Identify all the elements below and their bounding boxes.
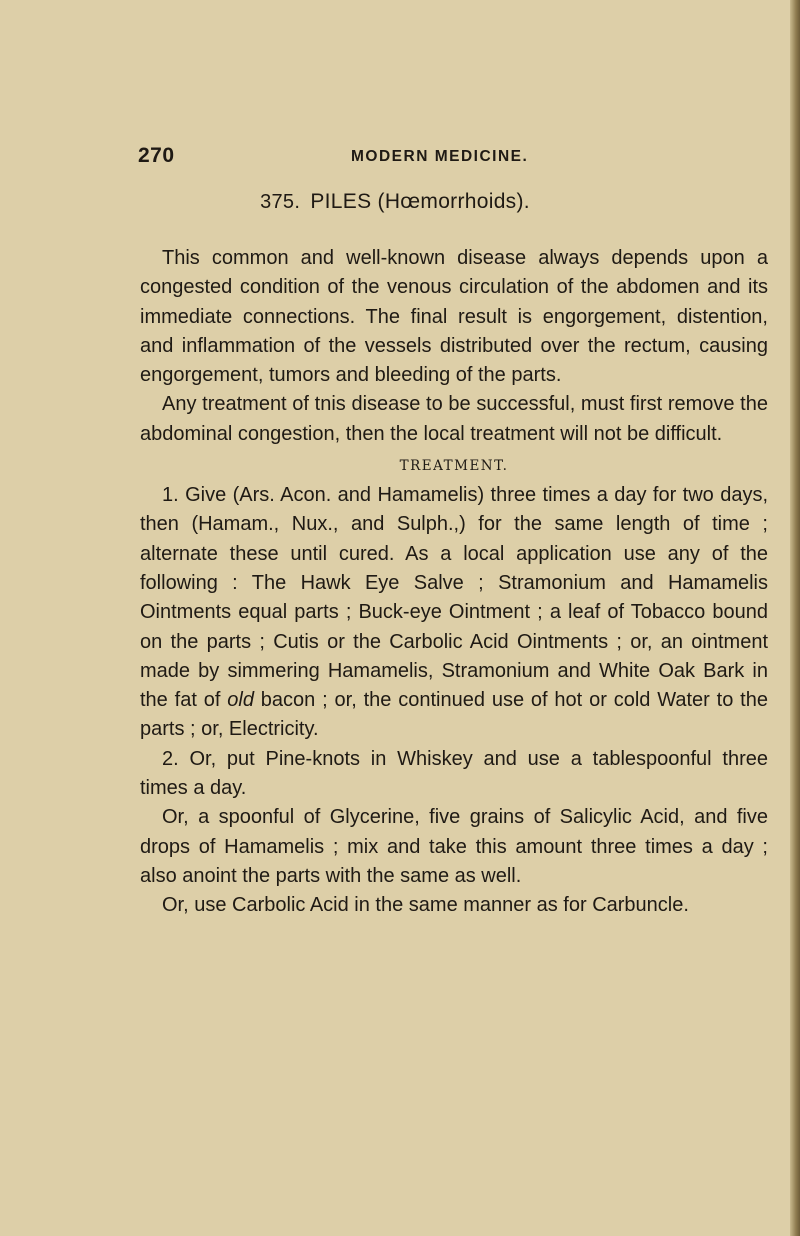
running-head: MODERN MEDICINE.: [351, 148, 529, 165]
treatment-item-1-italic: old: [227, 689, 254, 712]
treatment-item-2: 2. Or, put Pine-knots in Whiskey and use a tablespoonful three times a day.: [140, 747, 768, 800]
page-number: 270: [138, 144, 175, 167]
treatment-item-1-rest: bacon ; or, the continued use of hot or cold Water to the parts ; or, Electricity.: [140, 689, 768, 741]
section-title-text: PILES (Hœmorrhoids).: [310, 190, 530, 213]
treatment-item-1: [140, 481, 768, 745]
treatment-item-3: Or, a spoonful of Glycerine, five grains of Salicylic Acid, and five drops of Hamamelis ; mix and take this amount three times a day ; also anoint the parts with the same as well.: [140, 806, 768, 887]
page-edge: [790, 0, 800, 1236]
paragraph-intro: This common and well-known disease always depends upon a congested condition of the venous circulation of the abdomen and its immediate connections. The final result is engorgement, distention, and inflammation of the vessels distributed over the rectum, causing engorgement, tumors and bleeding of the parts.: [140, 247, 768, 387]
page-header: [138, 144, 758, 172]
treatment-item-1-text: 1. Give (Ars. Acon. and Hamamelis) three times a day for two days, then (Hamam., Nux., and Sulph.,) for the same length of time ; alternate these until cured. As a local application use any of the following : The Hawk Eye Salve ; Stramonium and Hamamelis Ointments equal parts ; Buck-eye Ointment ; a leaf of Tobacco bound on the parts ; Cutis or the Carbolic Acid Ointments ; or, an ointment made by simmering Hamamelis, Stramonium and White Oak Bark in the fat of: [140, 484, 768, 712]
section-number: 375.: [260, 191, 301, 213]
treatment-item-4: Or, use Carbolic Acid in the same manner as for Carbuncle.: [162, 894, 689, 917]
paragraph-treatment-note: Any treatment of tnis disease to be successful, must first remove the abdominal congestion, then the local treatment will not be difficult.: [140, 393, 768, 445]
treatment-heading: TREATMENT.: [399, 458, 509, 475]
body-text: [140, 244, 768, 921]
section-title: [0, 190, 790, 214]
